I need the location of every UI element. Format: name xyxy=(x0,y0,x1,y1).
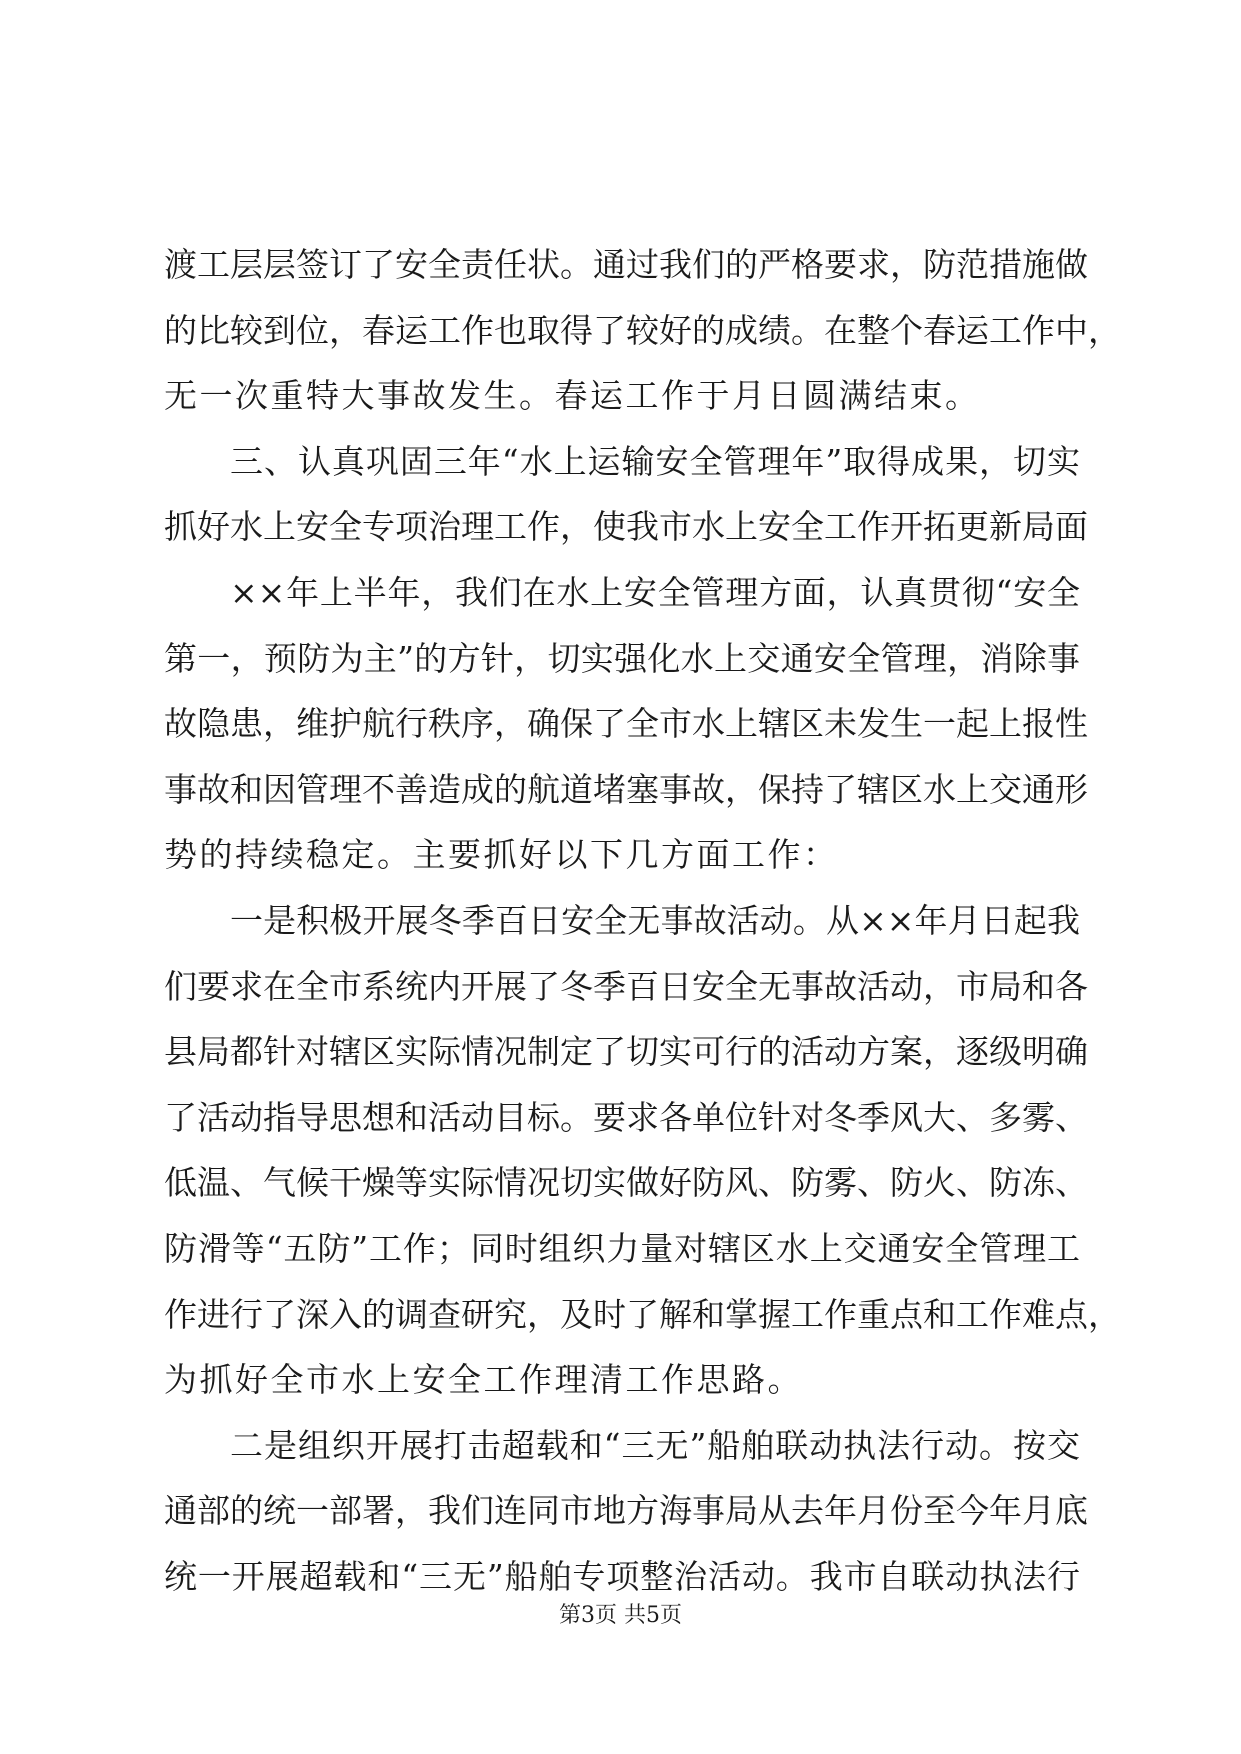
text-line: 为抓好全市水上安全工作理清工作思路。 xyxy=(164,1360,803,1400)
text-line: 防滑等“五防”工作；同时组织力量对辖区水上交通安全管理工 xyxy=(164,1228,1080,1268)
text-line: ××年上半年，我们在水上安全管理方面，认真贯彻“安全 xyxy=(230,572,1080,612)
text-line: 二是组织开展打击超载和“三无”船舶联动执法行动。按交 xyxy=(230,1425,1080,1465)
text-line: 一是积极开展冬季百日安全无事故活动。从××年月日起我 xyxy=(230,900,1080,940)
page-footer xyxy=(0,1601,1241,1631)
section-heading-line: 三、认真巩固三年“水上运输安全管理年”取得成果，切实 xyxy=(230,441,1080,481)
text-line: 故隐患，维护航行秩序，确保了全市水上辖区未发生一起上报性 xyxy=(164,704,1088,744)
text-line: 通部的统一部署，我们连同市地方海事局从去年月份至今年月底 xyxy=(164,1491,1088,1531)
text-line: 渡工层层签订了安全责任状。通过我们的严格要求，防范措施做 xyxy=(164,245,1088,284)
body-text xyxy=(164,232,1121,1609)
text-line: 作进行了深入的调查研究，及时了解和掌握工作重点和工作难点， xyxy=(164,1294,1121,1334)
text-line: 低温、气候干燥等实际情况切实做好防风、防雾、防火、防冻、 xyxy=(164,1163,1088,1203)
page-number: 第3页 共5页 xyxy=(559,1603,682,1628)
text-line: 们要求在全市系统内开展了冬季百日安全无事故活动，市局和各 xyxy=(164,966,1088,1006)
text-line: 势的持续稳定。主要抓好以下几方面工作： xyxy=(164,835,839,875)
text-line: 县局都针对辖区实际情况制定了切实可行的活动方案，逐级明确 xyxy=(164,1032,1088,1072)
text-line: 统一开展超载和“三无”船舶专项整治活动。我市自联动执法行 xyxy=(164,1556,1080,1596)
text-line: 的比较到位，春运工作也取得了较好的成绩。在整个春运工作中， xyxy=(164,310,1121,350)
section-heading-line: 抓好水上安全专项治理工作，使我市水上安全工作开拓更新局面 xyxy=(164,507,1088,547)
text-line: 第一，预防为主”的方针，切实强化水上交通安全管理，消除事 xyxy=(164,638,1080,678)
text-line: 无一次重特大事故发生。春运工作于月日圆满结束。 xyxy=(164,376,981,416)
text-line: 事故和因管理不善造成的航道堵塞事故，保持了辖区水上交通形 xyxy=(164,769,1088,809)
text-line: 了活动指导思想和活动目标。要求各单位针对冬季风大、多雾、 xyxy=(164,1097,1088,1137)
